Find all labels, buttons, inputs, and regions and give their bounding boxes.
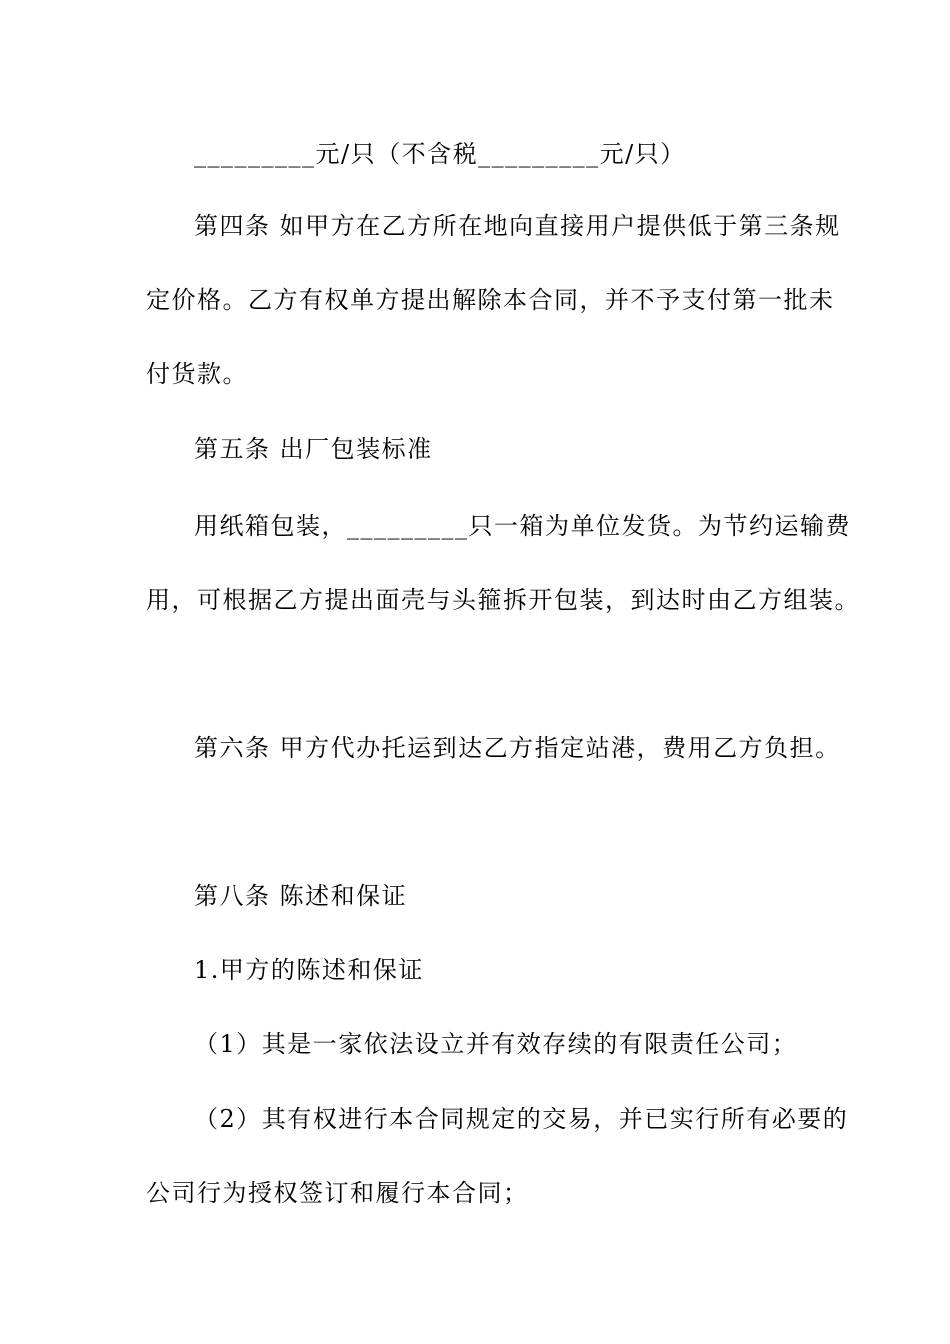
article-4-line-2: 定价格。乙方有权单方提出解除本合同，并不予支付第一批未: [146, 286, 835, 314]
article-4-line-1: 第四条 如甲方在乙方所在地向直接用户提供低于第三条规: [194, 212, 841, 240]
price-line: _________元/只（不含税_________元/只）: [194, 140, 686, 168]
article-4-line-3: 付货款。: [146, 360, 248, 388]
article-8-heading: 第八条 陈述和保证: [194, 882, 408, 910]
article-6-line: 第六条 甲方代办托运到达乙方指定站港，费用乙方负担。: [194, 734, 841, 762]
article-5-line-1: 用纸箱包装，_________只一箱为单位发货。为节约运输费: [194, 512, 851, 540]
clause-2-line-2: 公司行为授权签订和履行本合同；: [146, 1179, 529, 1207]
article-5-line-2: 用，可根据乙方提出面壳与头箍拆开包装，到达时由乙方组装。: [146, 586, 860, 614]
clause-1-line: （1）其是一家依法设立并有效存续的有限责任公司；: [194, 1030, 798, 1058]
party-a-heading: 1.甲方的陈述和保证: [194, 956, 424, 984]
clause-2-line-1: （2）其有权进行本合同规定的交易，并已实行所有必要的: [194, 1105, 849, 1133]
article-5-heading: 第五条 出厂包装标准: [194, 435, 433, 463]
